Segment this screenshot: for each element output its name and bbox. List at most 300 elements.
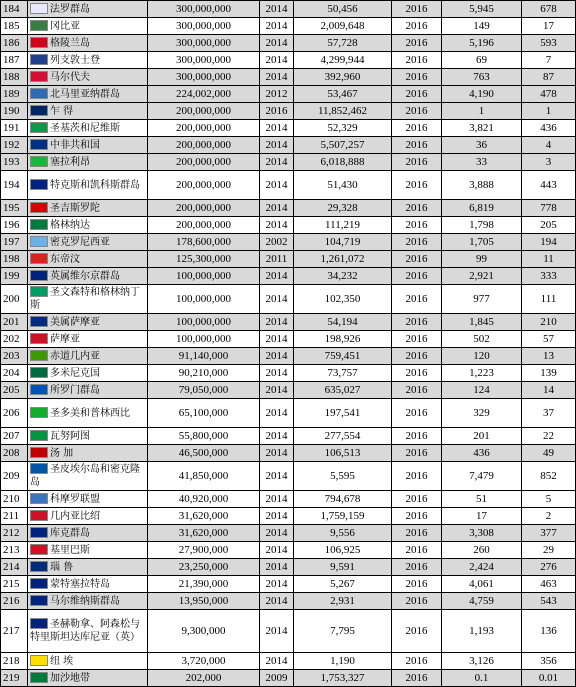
population-year-cell: 2016 [392,103,442,120]
population-cell: 5,595 [294,462,392,491]
ratio-cell: 17 [522,18,576,35]
flag-icon [30,510,48,521]
per-capita-cell: 329 [442,399,522,428]
flag-icon [30,655,48,666]
flag-icon [30,105,48,116]
country-cell [28,653,148,670]
gdp-year-cell: 2014 [260,171,294,200]
table-row [1,234,576,251]
country-name: 圣文森特和格林纳丁斯 [30,287,140,311]
flag-icon [30,20,48,31]
population-year-cell: 2016 [392,234,442,251]
gdp-cell: 27,900,000 [148,542,260,559]
rank-cell: 214 [1,559,28,576]
population-cell: 5,507,257 [294,137,392,154]
table-row [1,251,576,268]
gdp-year-cell: 2014 [260,331,294,348]
country-name: 列支敦士登 [50,54,100,66]
flag-icon [30,286,48,297]
country-cell [28,314,148,331]
country-name: 纽 埃 [50,655,74,667]
gdp-cell: 125,300,000 [148,251,260,268]
per-capita-cell: 0.1 [442,670,522,687]
gdp-year-cell: 2014 [260,365,294,382]
ratio-cell: 678 [522,1,576,18]
population-cell: 9,591 [294,559,392,576]
country-name: 圣吉斯罗陀 [50,202,100,214]
country-name: 圣赫勒拿、阿森松与特里斯坦达库尼亚（英） [30,619,140,643]
population-cell: 34,232 [294,268,392,285]
ratio-cell: 14 [522,382,576,399]
country-cell [28,462,148,491]
population-year-cell: 2016 [392,171,442,200]
population-cell: 1,759,159 [294,508,392,525]
country-cell [28,69,148,86]
country-name: 瓦努阿图 [50,430,90,442]
population-cell: 29,328 [294,200,392,217]
rank-cell: 215 [1,576,28,593]
population-year-cell: 2016 [392,445,442,462]
flag-icon [30,544,48,555]
population-year-cell: 2016 [392,365,442,382]
population-cell: 759,451 [294,348,392,365]
country-cell [28,120,148,137]
gdp-cell: 300,000,000 [148,1,260,18]
per-capita-cell: 260 [442,542,522,559]
gdp-cell: 41,850,000 [148,462,260,491]
country-name: 东帝汶 [50,253,80,265]
per-capita-cell: 4,190 [442,86,522,103]
table-row [1,670,576,687]
country-cell [28,285,148,314]
gdp-year-cell: 2002 [260,234,294,251]
country-cell [28,491,148,508]
population-year-cell: 2016 [392,35,442,52]
country-cell [28,348,148,365]
flag-icon [30,156,48,167]
country-cell [28,217,148,234]
flag-icon [30,270,48,281]
gdp-year-cell: 2014 [260,462,294,491]
country-cell [28,103,148,120]
country-cell [28,428,148,445]
ratio-cell: 478 [522,86,576,103]
ratio-cell: 205 [522,217,576,234]
population-cell: 52,329 [294,120,392,137]
gdp-year-cell: 2014 [260,35,294,52]
ratio-cell: 443 [522,171,576,200]
country-cell [28,670,148,687]
population-cell: 392,960 [294,69,392,86]
population-year-cell: 2016 [392,382,442,399]
ratio-cell: 57 [522,331,576,348]
country-name: 基里巴斯 [50,544,90,556]
rank-cell: 190 [1,103,28,120]
gdp-cell: 200,000,000 [148,217,260,234]
flag-icon [30,367,48,378]
per-capita-cell: 977 [442,285,522,314]
country-cell [28,86,148,103]
rank-cell: 186 [1,35,28,52]
country-cell [28,542,148,559]
rank-cell: 203 [1,348,28,365]
rank-cell: 218 [1,653,28,670]
table-row [1,348,576,365]
ratio-cell: 87 [522,69,576,86]
population-year-cell: 2016 [392,86,442,103]
country-name: 萨摩亚 [50,333,80,345]
per-capita-cell: 502 [442,331,522,348]
country-cell [28,331,148,348]
per-capita-cell: 33 [442,154,522,171]
gdp-year-cell: 2014 [260,491,294,508]
per-capita-cell: 4,061 [442,576,522,593]
rank-cell: 194 [1,171,28,200]
rank-cell: 219 [1,670,28,687]
gdp-cell: 90,210,000 [148,365,260,382]
population-cell: 2,009,648 [294,18,392,35]
population-year-cell: 2016 [392,653,442,670]
flag-icon [30,527,48,538]
country-cell [28,137,148,154]
rank-cell: 200 [1,285,28,314]
flag-icon [30,407,48,418]
population-cell: 197,541 [294,399,392,428]
gdp-cell: 13,950,000 [148,593,260,610]
gdp-cell: 3,720,000 [148,653,260,670]
flag-icon [30,384,48,395]
table-row [1,103,576,120]
per-capita-cell: 7,479 [442,462,522,491]
country-cell [28,171,148,200]
per-capita-cell: 2,921 [442,268,522,285]
population-cell: 1,261,072 [294,251,392,268]
gdp-cell: 55,800,000 [148,428,260,445]
gdp-year-cell: 2014 [260,52,294,69]
gdp-year-cell: 2014 [260,69,294,86]
rank-cell: 202 [1,331,28,348]
country-cell [28,593,148,610]
ratio-cell: 1 [522,103,576,120]
country-name: 格陵兰岛 [50,37,90,49]
ratio-cell: 139 [522,365,576,382]
gdp-cell: 100,000,000 [148,331,260,348]
per-capita-cell: 99 [442,251,522,268]
population-year-cell: 2016 [392,399,442,428]
ratio-cell: 0.01 [522,670,576,687]
population-year-cell: 2016 [392,576,442,593]
ratio-cell: 29 [522,542,576,559]
gdp-year-cell: 2014 [260,200,294,217]
population-cell: 1,190 [294,653,392,670]
ratio-cell: 5 [522,491,576,508]
population-year-cell: 2016 [392,348,442,365]
table-row [1,542,576,559]
ratio-cell: 436 [522,120,576,137]
per-capita-cell: 1,845 [442,314,522,331]
rank-cell: 216 [1,593,28,610]
ratio-cell: 543 [522,593,576,610]
table-row [1,462,576,491]
table-row [1,331,576,348]
population-year-cell: 2016 [392,69,442,86]
rank-cell: 195 [1,200,28,217]
flag-icon [30,122,48,133]
table-row [1,525,576,542]
population-year-cell: 2016 [392,120,442,137]
gdp-cell: 200,000,000 [148,200,260,217]
per-capita-cell: 1,193 [442,610,522,653]
table-row [1,508,576,525]
flag-icon [30,672,48,683]
table-row [1,18,576,35]
table-row [1,171,576,200]
per-capita-cell: 5,196 [442,35,522,52]
country-cell [28,251,148,268]
country-cell [28,610,148,653]
population-cell: 106,925 [294,542,392,559]
population-year-cell: 2016 [392,670,442,687]
country-cell [28,1,148,18]
country-cell [28,154,148,171]
population-cell: 794,678 [294,491,392,508]
country-name: 北马里亚纳群岛 [50,88,120,100]
gdp-year-cell: 2014 [260,382,294,399]
table-row [1,576,576,593]
per-capita-cell: 120 [442,348,522,365]
gdp-cell: 200,000,000 [148,120,260,137]
table-row [1,445,576,462]
per-capita-cell: 4,759 [442,593,522,610]
ratio-cell: 11 [522,251,576,268]
table-row [1,559,576,576]
country-cell [28,365,148,382]
country-cell [28,200,148,217]
ratio-cell: 333 [522,268,576,285]
population-cell: 7,795 [294,610,392,653]
country-name: 塞拉利昂 [50,156,90,168]
country-cell [28,445,148,462]
population-year-cell: 2016 [392,154,442,171]
table-row [1,382,576,399]
population-year-cell: 2016 [392,217,442,234]
gdp-cell: 202,000 [148,670,260,687]
gdp-cell: 31,620,000 [148,525,260,542]
country-name: 密克罗尼西亚 [50,236,110,248]
flag-icon [30,316,48,327]
gdp-year-cell: 2014 [260,399,294,428]
gdp-year-cell: 2014 [260,268,294,285]
gdp-cell: 40,920,000 [148,491,260,508]
rank-cell: 191 [1,120,28,137]
per-capita-cell: 436 [442,445,522,462]
country-cell [28,525,148,542]
population-cell: 53,467 [294,86,392,103]
gdp-year-cell: 2011 [260,251,294,268]
per-capita-cell: 5,945 [442,1,522,18]
population-cell: 6,018,888 [294,154,392,171]
rank-cell: 197 [1,234,28,251]
country-cell [28,399,148,428]
rank-cell: 187 [1,52,28,69]
gdp-cell: 100,000,000 [148,268,260,285]
population-year-cell: 2016 [392,525,442,542]
per-capita-cell: 3,126 [442,653,522,670]
per-capita-cell: 124 [442,382,522,399]
table-row [1,35,576,52]
per-capita-cell: 149 [442,18,522,35]
country-name: 所罗门群岛 [50,384,100,396]
population-year-cell: 2016 [392,251,442,268]
ratio-cell: 136 [522,610,576,653]
ratio-cell: 111 [522,285,576,314]
gdp-year-cell: 2014 [260,610,294,653]
country-cell [28,52,148,69]
country-cell [28,559,148,576]
country-cell [28,508,148,525]
population-cell: 50,456 [294,1,392,18]
country-name: 圣多美和普林西比 [50,407,130,419]
ratio-cell: 593 [522,35,576,52]
flag-icon [30,236,48,247]
country-name: 瑙 鲁 [50,561,74,573]
ratio-cell: 356 [522,653,576,670]
flag-icon [30,37,48,48]
gdp-year-cell: 2014 [260,285,294,314]
flag-icon [30,88,48,99]
table-row [1,154,576,171]
ratio-cell: 49 [522,445,576,462]
rank-cell: 205 [1,382,28,399]
per-capita-cell: 763 [442,69,522,86]
table-row [1,137,576,154]
ratio-cell: 7 [522,52,576,69]
population-cell: 198,926 [294,331,392,348]
gdp-cell: 23,250,000 [148,559,260,576]
gdp-year-cell: 2014 [260,1,294,18]
country-cell [28,576,148,593]
rank-cell: 198 [1,251,28,268]
gdp-cell: 200,000,000 [148,171,260,200]
per-capita-cell: 1,798 [442,217,522,234]
gdp-cell: 224,002,000 [148,86,260,103]
gdp-cell: 65,100,000 [148,399,260,428]
population-cell: 277,554 [294,428,392,445]
population-cell: 9,556 [294,525,392,542]
rank-cell: 201 [1,314,28,331]
country-name: 库克群岛 [50,527,90,539]
population-year-cell: 2016 [392,285,442,314]
table-row [1,1,576,18]
rank-cell: 210 [1,491,28,508]
ratio-cell: 778 [522,200,576,217]
country-name: 几内亚比绍 [50,510,100,522]
per-capita-cell: 1 [442,103,522,120]
flag-icon [30,179,48,190]
rank-cell: 185 [1,18,28,35]
population-year-cell: 2016 [392,559,442,576]
population-cell: 11,852,462 [294,103,392,120]
gdp-cell: 46,500,000 [148,445,260,462]
rank-cell: 188 [1,69,28,86]
gdp-year-cell: 2014 [260,525,294,542]
gdp-year-cell: 2014 [260,559,294,576]
country-name: 美属萨摩亚 [50,316,100,328]
table-row [1,200,576,217]
ratio-cell: 852 [522,462,576,491]
per-capita-cell: 3,888 [442,171,522,200]
population-cell: 73,757 [294,365,392,382]
ratio-cell: 463 [522,576,576,593]
country-name: 圣皮埃尔岛和密克隆岛 [30,464,140,488]
population-year-cell: 2016 [392,462,442,491]
population-year-cell: 2016 [392,508,442,525]
population-year-cell: 2016 [392,331,442,348]
rank-cell: 209 [1,462,28,491]
country-name: 乍 得 [50,105,74,117]
country-name: 汤 加 [50,447,74,459]
rank-cell: 192 [1,137,28,154]
per-capita-cell: 69 [442,52,522,69]
population-year-cell: 2016 [392,1,442,18]
country-cell [28,18,148,35]
country-name: 赤道几内亚 [50,350,100,362]
ratio-cell: 22 [522,428,576,445]
gdp-cell: 200,000,000 [148,103,260,120]
country-cell [28,234,148,251]
gdp-year-cell: 2014 [260,137,294,154]
rank-cell: 213 [1,542,28,559]
country-cell [28,35,148,52]
country-name: 圣基茨和尼维斯 [50,122,120,134]
gdp-year-cell: 2014 [260,593,294,610]
gdp-year-cell: 2012 [260,86,294,103]
flag-icon [30,430,48,441]
rank-cell: 193 [1,154,28,171]
ratio-cell: 2 [522,508,576,525]
per-capita-cell: 17 [442,508,522,525]
table-row [1,69,576,86]
ratio-cell: 377 [522,525,576,542]
population-cell: 635,027 [294,382,392,399]
table-row [1,593,576,610]
table-row [1,610,576,653]
table-row [1,428,576,445]
gdp-year-cell: 2014 [260,508,294,525]
population-cell: 1,753,327 [294,670,392,687]
gdp-cell: 300,000,000 [148,35,260,52]
per-capita-cell: 6,819 [442,200,522,217]
gdp-cell: 31,620,000 [148,508,260,525]
gdp-cell: 300,000,000 [148,18,260,35]
per-capita-cell: 36 [442,137,522,154]
country-name: 法罗群岛 [50,3,90,15]
population-year-cell: 2016 [392,268,442,285]
population-year-cell: 2016 [392,491,442,508]
gdp-year-cell: 2009 [260,670,294,687]
population-year-cell: 2016 [392,610,442,653]
table-row [1,314,576,331]
rank-cell: 204 [1,365,28,382]
table-row [1,86,576,103]
country-name: 科摩罗联盟 [50,493,100,505]
flag-icon [30,618,48,629]
country-name: 加沙地带 [50,672,90,684]
flag-icon [30,561,48,572]
ratio-cell: 4 [522,137,576,154]
population-year-cell: 2016 [392,593,442,610]
ratio-cell: 13 [522,348,576,365]
